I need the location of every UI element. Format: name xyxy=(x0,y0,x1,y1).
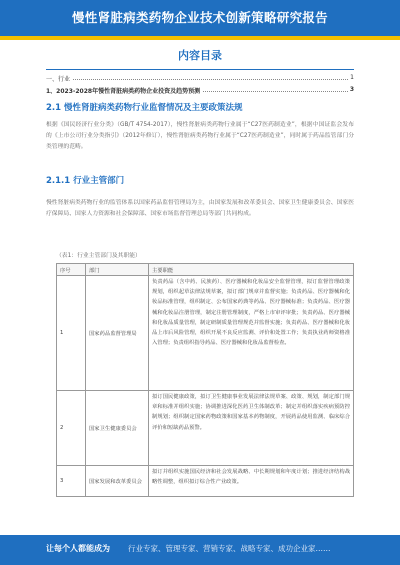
table-cell-duty xyxy=(149,276,354,391)
toc-item-2[interactable] xyxy=(46,86,354,95)
header-accent-rule xyxy=(0,36,400,40)
table-cell-duty-text: 拟订并组织实施国民经济和社会发展战略、中长期规划和年度计划；推进经济结构战略性调整，组织拟订综合性产业政策。 xyxy=(152,469,350,486)
table-row xyxy=(57,276,354,391)
table-caption: （表1：行业主管部门及其职能） xyxy=(56,253,141,259)
table-header-row xyxy=(57,264,354,276)
table-cell-index: 3 xyxy=(57,466,86,497)
report-header xyxy=(0,0,400,40)
toc-item-page: 1 xyxy=(350,74,354,81)
section-2-1-paragraph: 根据《国民经济行业分类》（GB/T 4754-2017），慢性肾脏病类药物行业属于“C27医药制造业”，根据中国证监会发布的《上市公司行业分类指引》（2012年修订），慢性肾脏病类药物行业属于“C27医药制造业”，同时属于药品监管部门分类管理的范畴。 xyxy=(46,122,354,150)
table-cell-department: 国家卫生健康委员会 xyxy=(86,391,149,466)
table-cell-duty-text: 负责药品（含中药、民族药）、医疗器械和化妆品安全监督管理，拟订监督管理政策规划，组织起草法律法规草案，拟订部门规章并监督实施；负责药品、医疗器械和化妆品标准管理，组织制定、公布国家药典等药品、医疗器械标准；负责药品、医疗器械和化妆品注册管理，制定注册管理制度，严格上市审评审批；负责药品、医疗器械和化妆品质量管理，制定研制质量管理规范并监督实施；负责药品、医疗器械和化妆品上市后风险管理，组织开展不良反应监测、评价和处置工作；负责执业药师资格准入管理；负责组织指导药品、医疗器械和化妆品监督检查。 xyxy=(152,279,350,347)
department-table xyxy=(56,263,354,497)
table-header-duty: 主要职能 xyxy=(149,264,354,276)
table-header-index: 序号 xyxy=(57,264,86,276)
footer-slogan-left: 让每个人都能成为 xyxy=(46,544,110,553)
section-heading-2-1: 2.1 慢性肾脏病类药物行业监督情况及主要政策法规 xyxy=(46,103,243,113)
table-cell-department: 国家药品监督管理局 xyxy=(86,276,149,391)
table-row xyxy=(57,466,354,497)
table-row xyxy=(57,391,354,466)
table-cell-duty-text: 拟订国民健康政策，拟订卫生健康事业发展法律法规草案、政策、规划，制定部门规章和标准并组织实施；协调推进深化医药卫生体制改革；制定并组织落实疾病预防控制规划；组织制定国家药物政策和国家基本药物制度，开展药品使用监测、临床综合评价和短缺药品预警。 xyxy=(152,394,350,431)
toc-item-label: 1、2023-2028年慢性肾脏病类药物企业投资及趋势预测 xyxy=(46,88,201,95)
table-header-department: 部门 xyxy=(86,264,149,276)
table-cell-duty xyxy=(149,466,354,497)
table-cell-duty xyxy=(149,391,354,466)
footer-slogan-right: 行业专家、管理专家、营销专家、战略专家、成功企业家…… xyxy=(128,544,331,553)
toc-item-1[interactable] xyxy=(46,74,354,83)
table-cell-index: 2 xyxy=(57,391,86,466)
toc-item-label: 一、行业 xyxy=(46,76,71,83)
toc-divider xyxy=(46,69,354,70)
toc-item-page: 3 xyxy=(349,86,354,93)
toc-title: 内容目录 xyxy=(178,49,222,62)
section-heading-2-1-1: 2.1.1 行业主管部门 xyxy=(46,176,125,186)
report-title: 慢性肾脏病类药物企业技术创新策略研究报告 xyxy=(71,10,328,25)
report-footer xyxy=(0,535,400,565)
toc-leader-dots xyxy=(46,79,354,80)
table-cell-department: 国家发展和改革委员会 xyxy=(86,466,149,497)
section-2-1-1-paragraph: 慢性肾脏病类药物行业的监管体系以国家药品监督管理局为主，由国家发展和改革委员会、国家卫生健康委员会、国家医疗保障局、国家人力资源和社会保障部、国家市场监督管理总局等部门共同构成。 xyxy=(46,200,354,217)
table-cell-index: 1 xyxy=(57,276,86,391)
